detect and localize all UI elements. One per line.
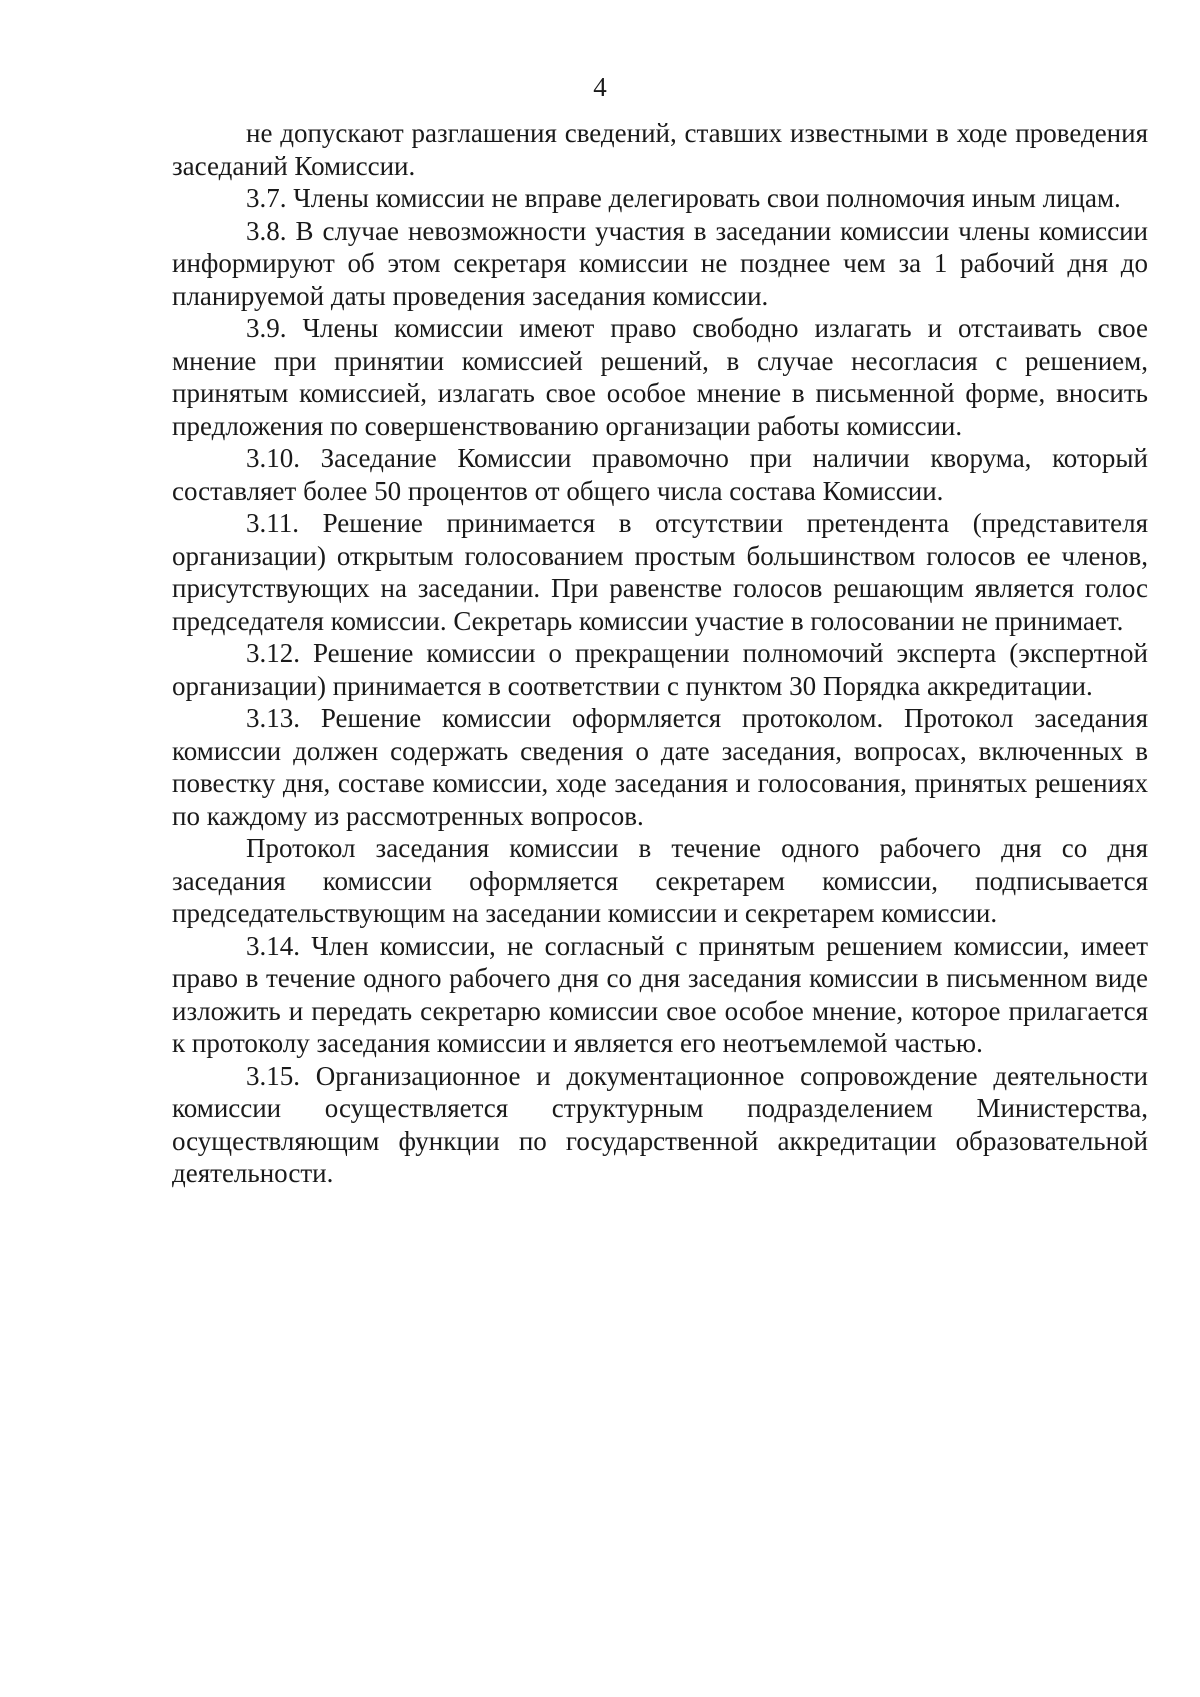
paragraph-text: Члены комиссии имеют право свободно излагать и отстаивать свое мнение при принятии комиссией решений, в случае несогласия с решением, принятым комиссией, излагать свое особое мнение в письменной форме, вносить предложения по совершенствованию организации работы комиссии. [172, 313, 1148, 441]
paragraph-number: 3.13. [246, 703, 300, 733]
paragraph-number: 3.12. [246, 638, 300, 668]
paragraph-text: Организационное и документационное сопровождение деятельности комиссии осуществляется структурным подразделением Министерства, осуществляющим функции по государственной аккредитации образовательной деятельности. [172, 1060, 1148, 1188]
paragraph-3-13 [172, 702, 1148, 832]
paragraph-continuation [172, 117, 1148, 182]
paragraph-number: 3.8. [246, 215, 287, 246]
paragraph-3-11 [172, 507, 1148, 637]
paragraph-text: Протокол заседания комиссии в течение одного рабочего дня со дня заседания комиссии оформляется секретарем комиссии, подписывается председательствующим на заседании комиссии и секретарем комиссии. [172, 833, 1148, 928]
paragraph-3-9 [172, 312, 1148, 442]
paragraph-number: 3.7. [246, 183, 287, 213]
paragraph-number: 3.14. [246, 930, 300, 961]
paragraph-text: Заседание Комиссии правомочно при наличии кворума, который составляет более 50 процентов от общего числа состава Комиссии. [172, 443, 1148, 506]
paragraph-number: 3.11. [246, 508, 299, 538]
paragraph-protocol [172, 832, 1148, 930]
paragraph-text: не допускают разглашения сведений, ставших известными в ходе проведения заседаний Комиссии. [172, 118, 1148, 181]
paragraph-3-12 [172, 637, 1148, 702]
paragraph-text: Решение принимается в отсутствии претендента (представителя организации) открытым голосованием простым большинством голосов ее членов, присутствующих на заседании. При равенстве голосов решающим является голос председателя комиссии. Секретарь комиссии участие в голосовании не принимает. [172, 508, 1148, 636]
paragraph-3-14 [172, 930, 1148, 1060]
paragraph-text: Член комиссии, не согласный с принятым решением комиссии, имеет право в течение одного рабочего дня со дня заседания комиссии в письменном виде изложить и передать секретарю комиссии свое особое мнение, которое прилагается к протоколу заседания комиссии и является его неотъемлемой частью. [172, 930, 1148, 1058]
paragraph-3-7 [172, 182, 1148, 215]
paragraph-3-15 [172, 1060, 1148, 1190]
paragraph-number: 3.10. [246, 443, 300, 473]
paragraph-3-8 [172, 215, 1148, 313]
paragraph-number: 3.15. [246, 1060, 300, 1091]
document-body [172, 117, 1148, 1190]
paragraph-text: Члены комиссии не вправе делегировать свои полномочия иным лицам. [293, 183, 1121, 213]
paragraph-3-10 [172, 442, 1148, 507]
paragraph-text: Решение комиссии о прекращении полномочий эксперта (экспертной организации) принимается в соответствии с пунктом 30 Порядка аккредитации. [172, 638, 1149, 701]
paragraph-number: 3.9. [246, 313, 287, 343]
paragraph-text: В случае невозможности участия в заседании комиссии члены комиссии информируют об этом секретаря комиссии не позднее чем за 1 рабочий дня до планируемой даты проведения заседания комиссии. [172, 215, 1149, 311]
page-number: 4 [593, 72, 607, 102]
paragraph-text: Решение комиссии оформляется протоколом. Протокол заседания комиссии должен содержать сведения о дате заседания, вопросах, включенных в повестку дня, составе комиссии, ходе заседания и голосования, принятых решениях по каждому из рассмотренных вопросов. [172, 703, 1149, 831]
